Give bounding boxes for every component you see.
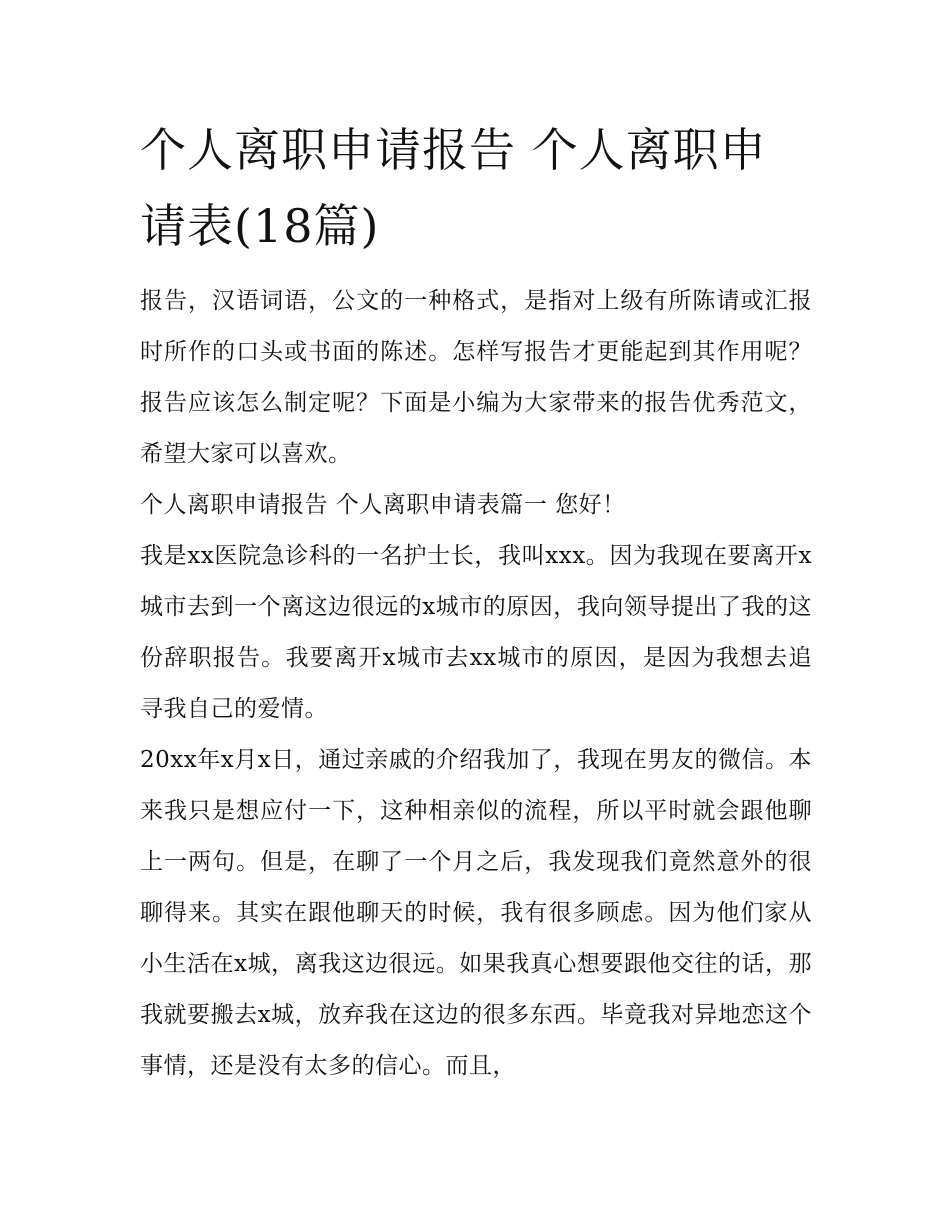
document-title: 个人离职申请报告 个人离职申请表(18篇) [140,123,767,253]
document-page [140,112,812,1092]
body-paragraph-2: 20xx年x月x日，通过亲戚的介绍我加了，我现在男友的微信。本来我只是想应付一下，这种相亲似的流程，所以平时就会跟他聊上一两句。但是，在聊了一个月之后，我发现我们竟然意外的很聊得来。其实在跟他聊天的时候，我有很多顾虑。因为他们家从小生活在x城，离我这边很远。如果我真心想要跟他交往的话，那我就要搬去x城，放弃我在这边的很多东西。毕竟我对异地恋这个事情，还是没有太多的信心。而且， [140,747,812,1079]
body-paragraph-1: 我是xx医院急诊科的一名护士长，我叫xxx。因为我现在要离开x城市去到一个离这边很远的x城市的原因，我向领导提出了我的这份辞职报告。我要离开x城市去xx城市的原因，是因为我想去追寻我自己的爱情。 [140,543,812,722]
section-heading-paragraph: 个人离职申请报告 个人离职申请表篇一 您好！ [140,492,626,518]
intro-paragraph: 报告，汉语词语，公文的一种格式，是指对上级有所陈请或汇报时所作的口头或书面的陈述。怎样写报告才更能起到其作用呢？报告应该怎么制定呢？下面是小编为大家带来的报告优秀范文，希望大家可以喜欢。 [140,288,812,467]
